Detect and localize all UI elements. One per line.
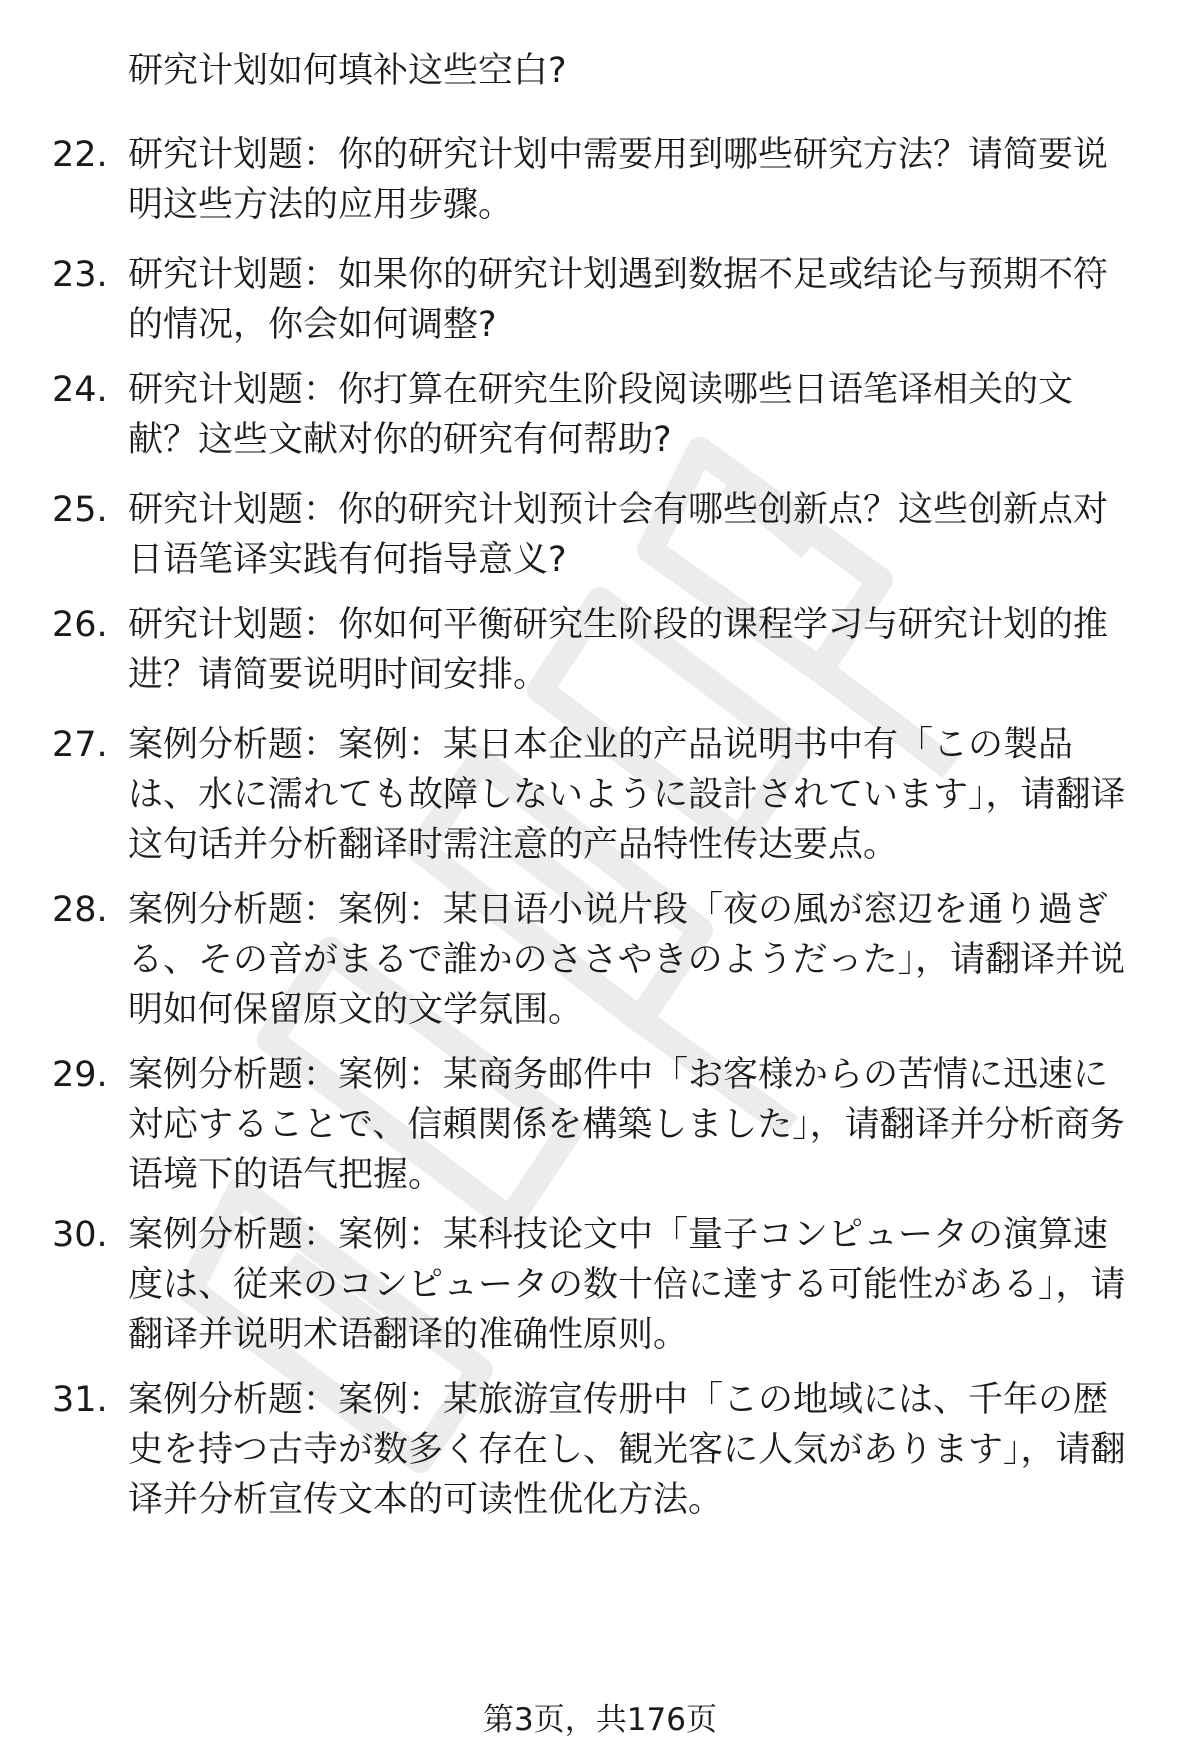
question-number: 30. [52, 1215, 108, 1255]
question-text: 研究计划题：你如何平衡研究生阶段的课程学习与研究计划的推进？请简要说明时间安排。 [128, 605, 1109, 695]
question-number: 24. [52, 370, 108, 410]
question-number: 26. [52, 605, 108, 645]
question-number: 25. [52, 490, 108, 530]
question-number: 23. [52, 255, 108, 295]
question-number: 29. [52, 1055, 108, 1095]
question-text: 案例分析题：案例：某日语小说片段「夜の風が窓辺を通り過ぎる、その音がまるで誰かのささやきのようだった」，请翻译并说明如何保留原文的文学氛围。 [128, 890, 1126, 1030]
question-text: 案例分析题：案例：某日本企业的产品说明书中有「この製品は、水に濡れても故障しないように設計されています」，请翻译这句话并分析翻译时需注意的产品特性传达要点。 [128, 725, 1126, 865]
question-number: 31. [52, 1380, 108, 1420]
question-number: 22. [52, 135, 108, 175]
question-text: 案例分析题：案例：某旅游宣传册中「この地域には、千年の歴史を持つ古寺が数多く存在し、観光客に人気があります」，请翻译并分析宣传文本的可读性优化方法。 [128, 1380, 1126, 1520]
continuation-text: 研究计划如何填补这些空白? [128, 51, 567, 91]
question-number: 27. [52, 725, 108, 765]
question-text: 案例分析题：案例：某商务邮件中「お客様からの苦情に迅速に対応することで、信頼関係を構築しました」，请翻译并分析商务语境下的语气把握。 [128, 1055, 1125, 1195]
question-text: 研究计划题：你打算在研究生阶段阅读哪些日语笔译相关的文献？这些文献对你的研究有何帮助? [128, 370, 1074, 460]
question-number: 28. [52, 890, 108, 930]
page-footer: 第3页，共176页 [483, 1702, 717, 1738]
question-text: 案例分析题：案例：某科技论文中「量子コンピュータの演算速度は、従来のコンピュータの数十倍に達する可能性がある」，请翻译并说明术语翻译的准确性原则。 [128, 1215, 1126, 1355]
question-text: 研究计划题：如果你的研究计划遇到数据不足或结论与预期不符的情况，你会如何调整? [128, 255, 1109, 345]
question-text: 研究计划题：你的研究计划预计会有哪些创新点？这些创新点对日语笔译实践有何指导意义? [128, 490, 1109, 580]
question-text: 研究计划题：你的研究计划中需要用到哪些研究方法？请简要说明这些方法的应用步骤。 [128, 135, 1109, 225]
